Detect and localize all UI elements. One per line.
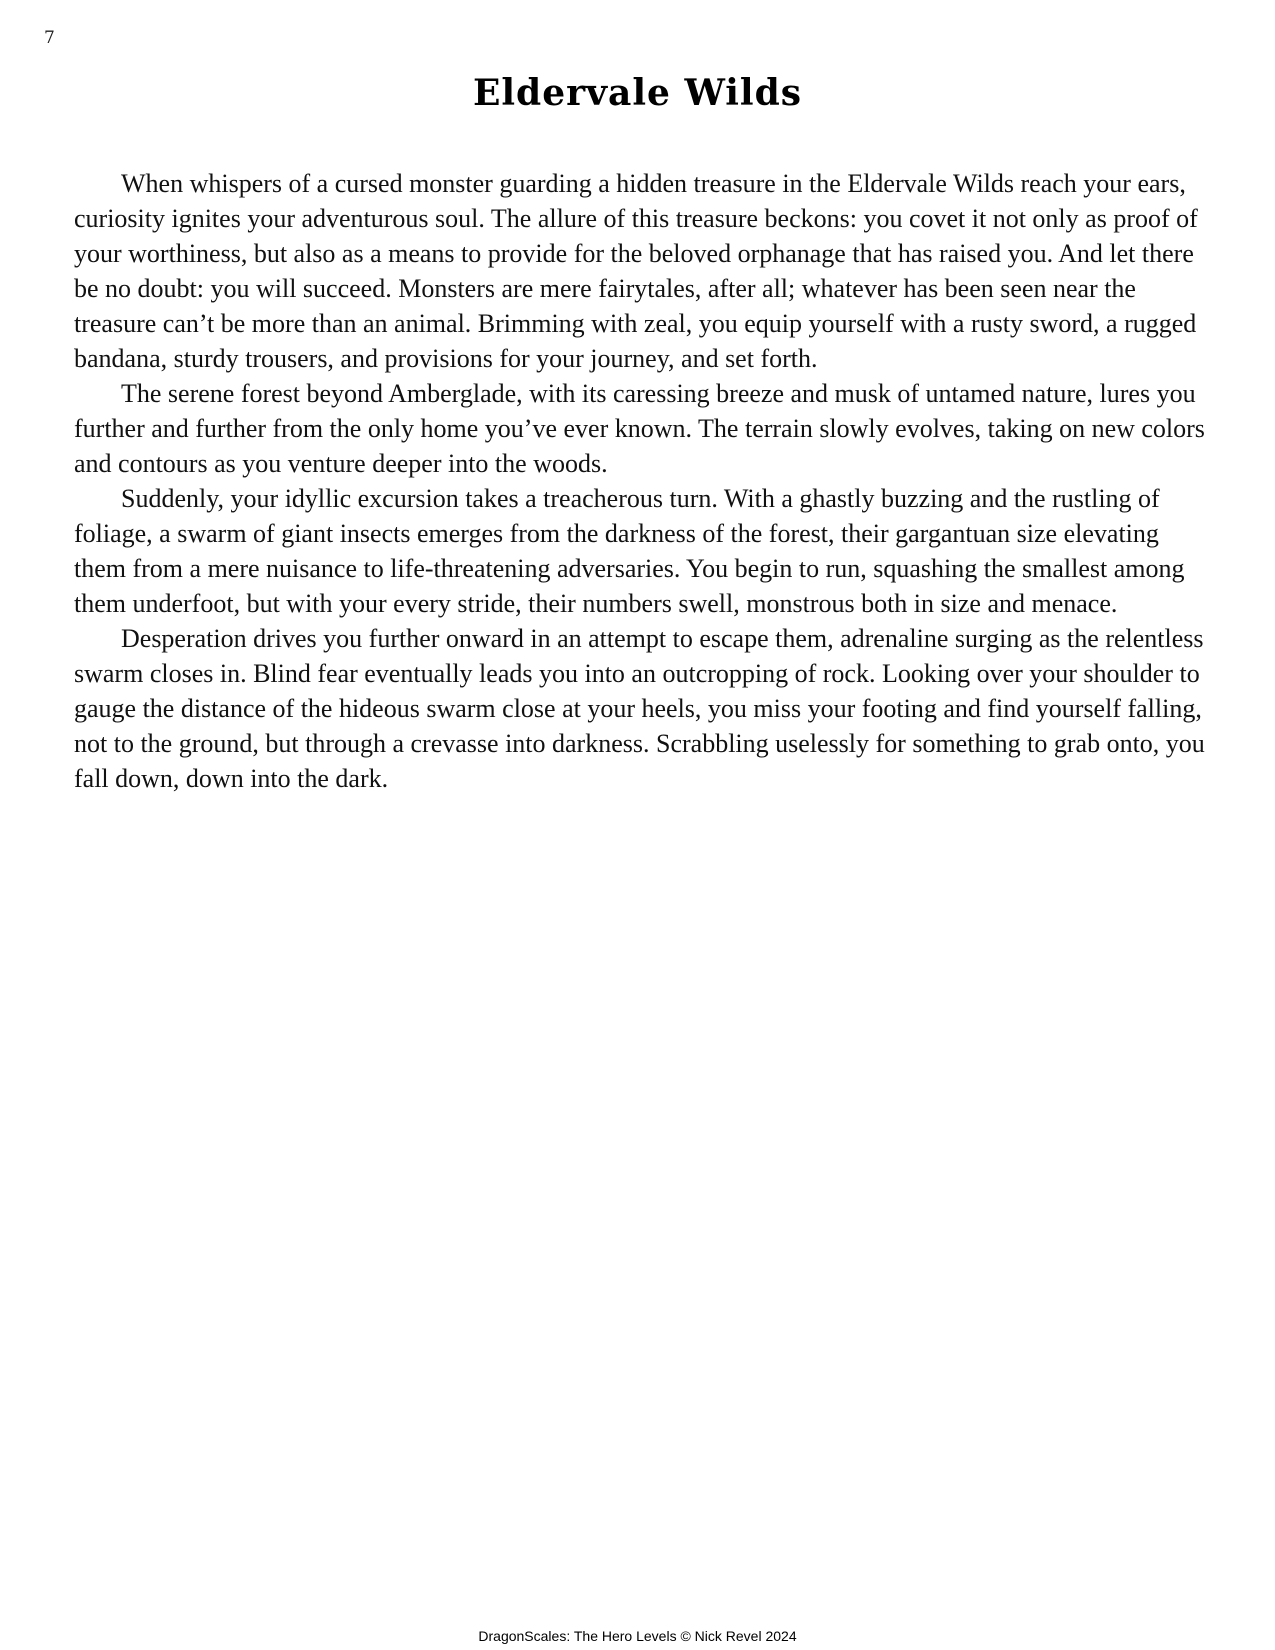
page-number: 7 — [44, 28, 55, 48]
paragraph: When whispers of a cursed monster guarding a hidden treasure in the Eldervale Wilds reach your ears, curiosity ignites your adventurous soul. The allure of this treasure beckons: you covet it not only as proof of your worthiness, but also as a means to provide for the beloved orphanage that has raised you. And let there be no doubt: you will succeed. Monsters are mere fairytales, after all; whatever has been seen near the treasure can’t be more than an animal. Brimming with zeal, you equip yourself with a rusty sword, a rugged bandana, sturdy trousers, and provisions for your journey, and set forth. — [74, 169, 1198, 373]
story-body — [74, 166, 1206, 796]
page-title: Eldervale Wilds — [472, 72, 803, 114]
paragraph: Suddenly, your idyllic excursion takes a treacherous turn. With a ghastly buzzing and the rustling of foliage, a swarm of giant insects emerges from the darkness of the forest, their gargantuan size elevating them from a mere nuisance to life-threatening adversaries. You begin to run, squashing the smallest among them underfoot, but with your every stride, their numbers swell, monstrous both in size and menace. — [74, 484, 1185, 618]
paragraph: The serene forest beyond Amberglade, with its caressing breeze and musk of untamed nature, lures you further and further from the only home you’ve ever known. The terrain slowly evolves, taking on new colors and contours as you venture deeper into the woods. — [74, 379, 1205, 478]
footer-copyright: DragonScales: The Hero Levels © Nick Revel 2024 — [478, 1628, 797, 1644]
paragraph: Desperation drives you further onward in an attempt to escape them, adrenaline surging as the relentless swarm closes in. Blind fear eventually leads you into an outcropping of rock. Looking over your shoulder to gauge the distance of the hideous swarm close at your heels, you miss your footing and find yourself falling, not to the ground, but through a crevasse into darkness. Scrabbling uselessly for something to grab onto, you fall down, down into the dark. — [74, 624, 1205, 793]
